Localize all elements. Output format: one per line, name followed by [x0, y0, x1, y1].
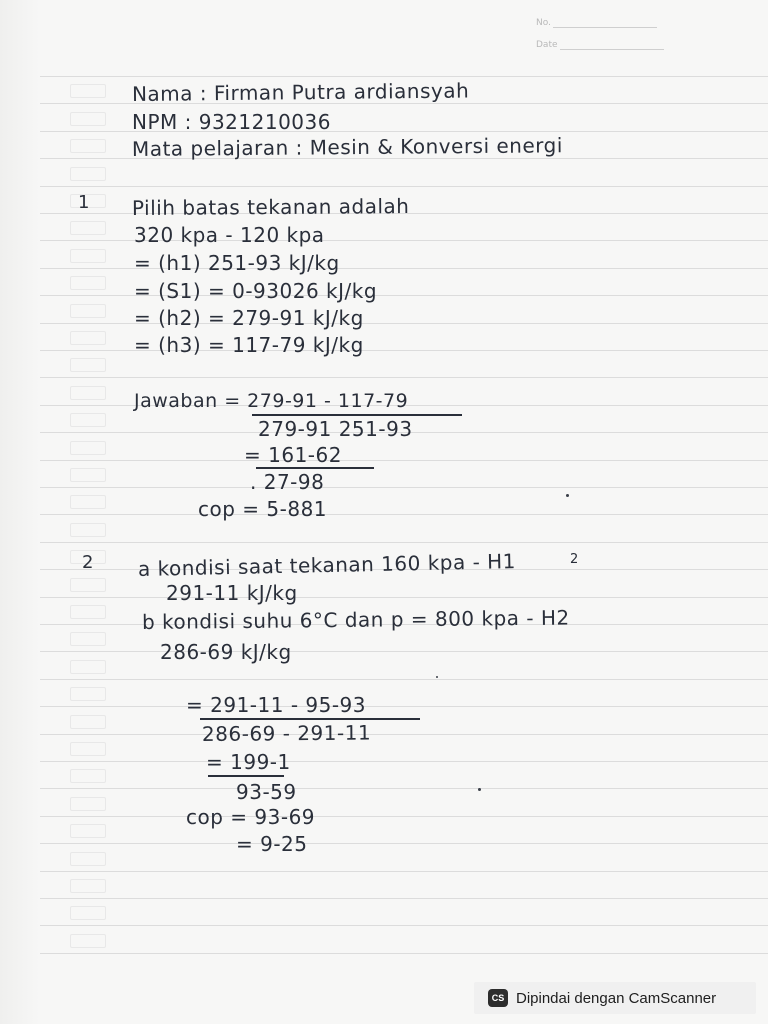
q2-number: 2 [82, 552, 94, 573]
margin-box [70, 84, 106, 98]
ink-dot [566, 494, 569, 497]
q2-superscript: 2 [570, 552, 579, 567]
q2-calc-denominator2: 93-59 [236, 780, 297, 804]
ruled-line [40, 925, 768, 926]
margin-box [70, 687, 106, 701]
q1-answer-denominator: 279-91 251-93 [258, 417, 413, 441]
ink-dot [478, 788, 481, 791]
q1-line: Pilih batas tekanan adalah [131, 194, 410, 220]
ruled-line [40, 487, 768, 488]
ruled-line [40, 953, 768, 954]
margin-box [70, 441, 106, 455]
ruled-line [40, 186, 768, 187]
q1-line: = (h1) 251-93 kJ/kg [134, 251, 340, 275]
margin-box [70, 358, 106, 372]
q1-line: = (S1) = 0-93026 kJ/kg [134, 279, 378, 303]
q2-cop-line2: = 9-25 [236, 832, 308, 856]
name-line: Nama : Firman Putra ardiansyah [131, 78, 470, 106]
header-date [536, 40, 664, 50]
q2-calc-denominator: 286-69 - 291-11 [201, 720, 372, 746]
q2-line: 286-69 kJ/kg [160, 640, 292, 664]
q2-calc-numerator2: = 199-1 [206, 750, 291, 774]
margin-box [70, 797, 106, 811]
ruled-line [40, 679, 768, 680]
subject-line: Mata pelajaran : Mesin & Konversi energi [131, 133, 563, 161]
q2-calc-numerator: = 291-11 - 95-93 [186, 693, 367, 717]
q1-line: = (h3) = 117-79 kJ/kg [134, 333, 364, 357]
ruled-line [40, 843, 768, 844]
ruled-line [40, 706, 768, 707]
ruled-line [40, 76, 768, 77]
margin-box [70, 276, 106, 290]
npm-line: NPM : 9321210036 [132, 110, 331, 134]
margin-box [70, 742, 106, 756]
margin-box [70, 167, 106, 181]
fraction-bar [208, 775, 284, 777]
q1-answer-label: Jawaban = 279-91 - 117-79 [134, 390, 409, 412]
margin-box [70, 112, 106, 126]
margin-box [70, 715, 106, 729]
margin-box [70, 824, 106, 838]
margin-box [70, 331, 106, 345]
header-no [536, 18, 657, 28]
margin-box [70, 769, 106, 783]
ruled-line [40, 514, 768, 515]
margin-box [70, 468, 106, 482]
fraction-bar [256, 467, 374, 469]
q2-line: a kondisi saat tekanan 160 kpa - H1 [137, 549, 517, 581]
ruled-line [40, 871, 768, 872]
margin-box [70, 523, 106, 537]
q1-cop: cop = 5-881 [198, 497, 328, 521]
ruled-line [40, 651, 768, 652]
q2-line: b kondisi suhu 6°C dan p = 800 kpa - H2 [141, 605, 570, 634]
ruled-line [40, 460, 768, 461]
margin-box [70, 852, 106, 866]
ruled-line [40, 898, 768, 899]
ruled-line [40, 761, 768, 762]
margin-box [70, 906, 106, 920]
margin-box [70, 660, 106, 674]
header-no-label: No. [536, 18, 551, 28]
fraction-bar [200, 718, 420, 720]
ruled-line [40, 377, 768, 378]
camscanner-logo-icon: CS [488, 989, 508, 1007]
camscanner-badge [474, 982, 756, 1014]
q1-answer-numerator2: = 161-62 [244, 443, 342, 467]
margin-box [70, 879, 106, 893]
q1-answer-denominator2: . 27-98 [250, 470, 325, 494]
margin-box [70, 632, 106, 646]
margin-box [70, 139, 106, 153]
ruled-line [40, 816, 768, 817]
ink-dot [436, 676, 438, 678]
margin-box [70, 413, 106, 427]
margin-box [70, 495, 106, 509]
ruled-line [40, 734, 768, 735]
q1-line: = (h2) = 279-91 kJ/kg [134, 306, 364, 330]
ruled-line [40, 788, 768, 789]
margin-box [70, 221, 106, 235]
margin-box [70, 386, 106, 400]
margin-box [70, 249, 106, 263]
camscanner-text: Dipindai dengan CamScanner [516, 989, 717, 1007]
margin-box [70, 934, 106, 948]
margin-box [70, 578, 106, 592]
ruled-line [40, 542, 768, 543]
margin-box [70, 605, 106, 619]
q2-cop-line1: cop = 93-69 [186, 805, 316, 829]
header-date-label: Date [536, 40, 558, 50]
q1-number: 1 [78, 192, 90, 213]
ruled-line [40, 597, 768, 598]
fraction-bar [252, 414, 462, 416]
q2-line: 291-11 kJ/kg [166, 581, 298, 605]
margin-box [70, 304, 106, 318]
q1-line: 320 kpa - 120 kpa [134, 223, 325, 247]
